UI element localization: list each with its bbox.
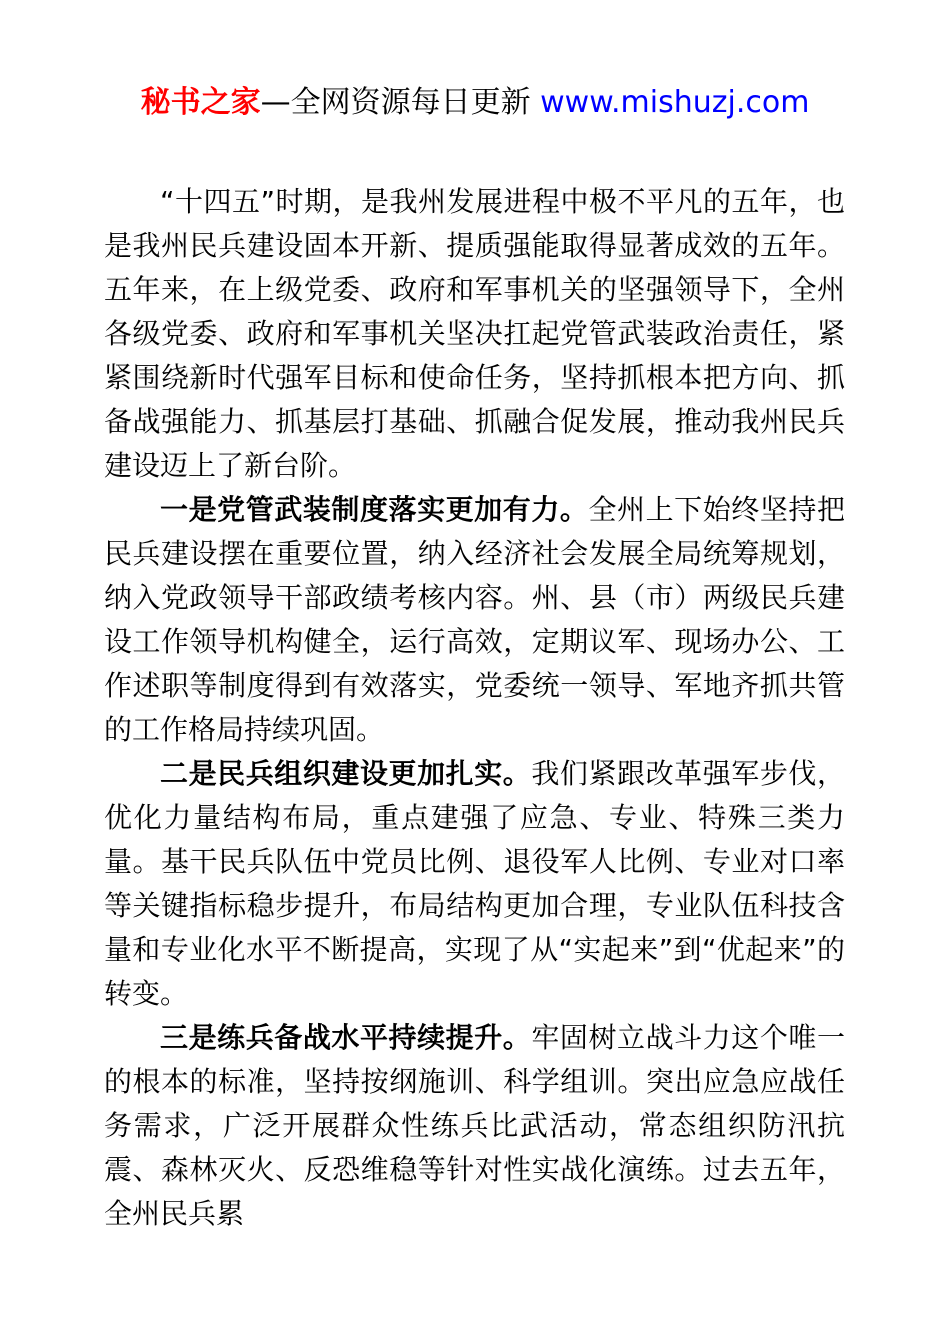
paragraph-text: “十四五”时期，是我州发展进程中极不平凡的五年，也是我州民兵建设固本开新、提质强能取得显著成效的五年。五年来，在上级党委、政府和军事机关的坚强领导下，全州各级党委、政府和军事机关坚决扛起党管武装政治责任，紧紧围绕新时代强军目标和使命任务，坚持抓根本把方向、抓备战强能力、抓基层打基础、抓融合促发展，推动我州民兵建设迈上了新台阶。	[104, 185, 845, 482]
site-tagline: —全网资源每日更新	[260, 85, 541, 120]
paragraph-lead: 二是民兵组织建设更加扎实。	[160, 757, 532, 790]
paragraph-point-two	[104, 752, 845, 1016]
paragraph-lead: 三是练兵备战水平持续提升。	[160, 1021, 532, 1054]
paragraph-text: 全州上下始终坚持把民兵建设摆在重要位置，纳入经济社会发展全局统筹规划，纳入党政领导干部政绩考核内容。州、县（市）两级民兵建设工作领导机构健全，运行高效，定期议军、现场办公、工作述职等制度得到有效落实，党委统一领导、军地齐抓共管的工作格局持续巩固。	[104, 493, 845, 746]
paragraph-point-one	[104, 488, 845, 752]
paragraph-intro	[104, 180, 845, 488]
site-url-link[interactable]: www.mishuzj.com	[540, 85, 810, 120]
paragraph-lead: 一是党管武装制度落实更加有力。	[160, 493, 589, 526]
page-header	[0, 84, 950, 122]
paragraph-text: 我们紧跟改革强军步伐，优化力量结构布局，重点建强了应急、专业、特殊三类力量。基干民兵队伍中党员比例、退役军人比例、专业对口率等关键指标稳步提升，布局结构更加合理，专业队伍科技含量和专业化水平不断提高，实现了从“实起来”到“优起来”的转变。	[104, 757, 845, 1010]
paragraph-text: 牢固树立战斗力这个唯一的根本的标准，坚持按纲施训、科学组训。突出应急应战任务需求，广泛开展群众性练兵比武活动，常态组织防汛抗震、森林灭火、反恐维稳等针对性实战化演练。过去五年，全州民兵累	[104, 1021, 845, 1230]
document-body	[0, 180, 950, 1236]
paragraph-point-three	[104, 1016, 845, 1236]
site-brand: 秘书之家	[140, 85, 261, 120]
